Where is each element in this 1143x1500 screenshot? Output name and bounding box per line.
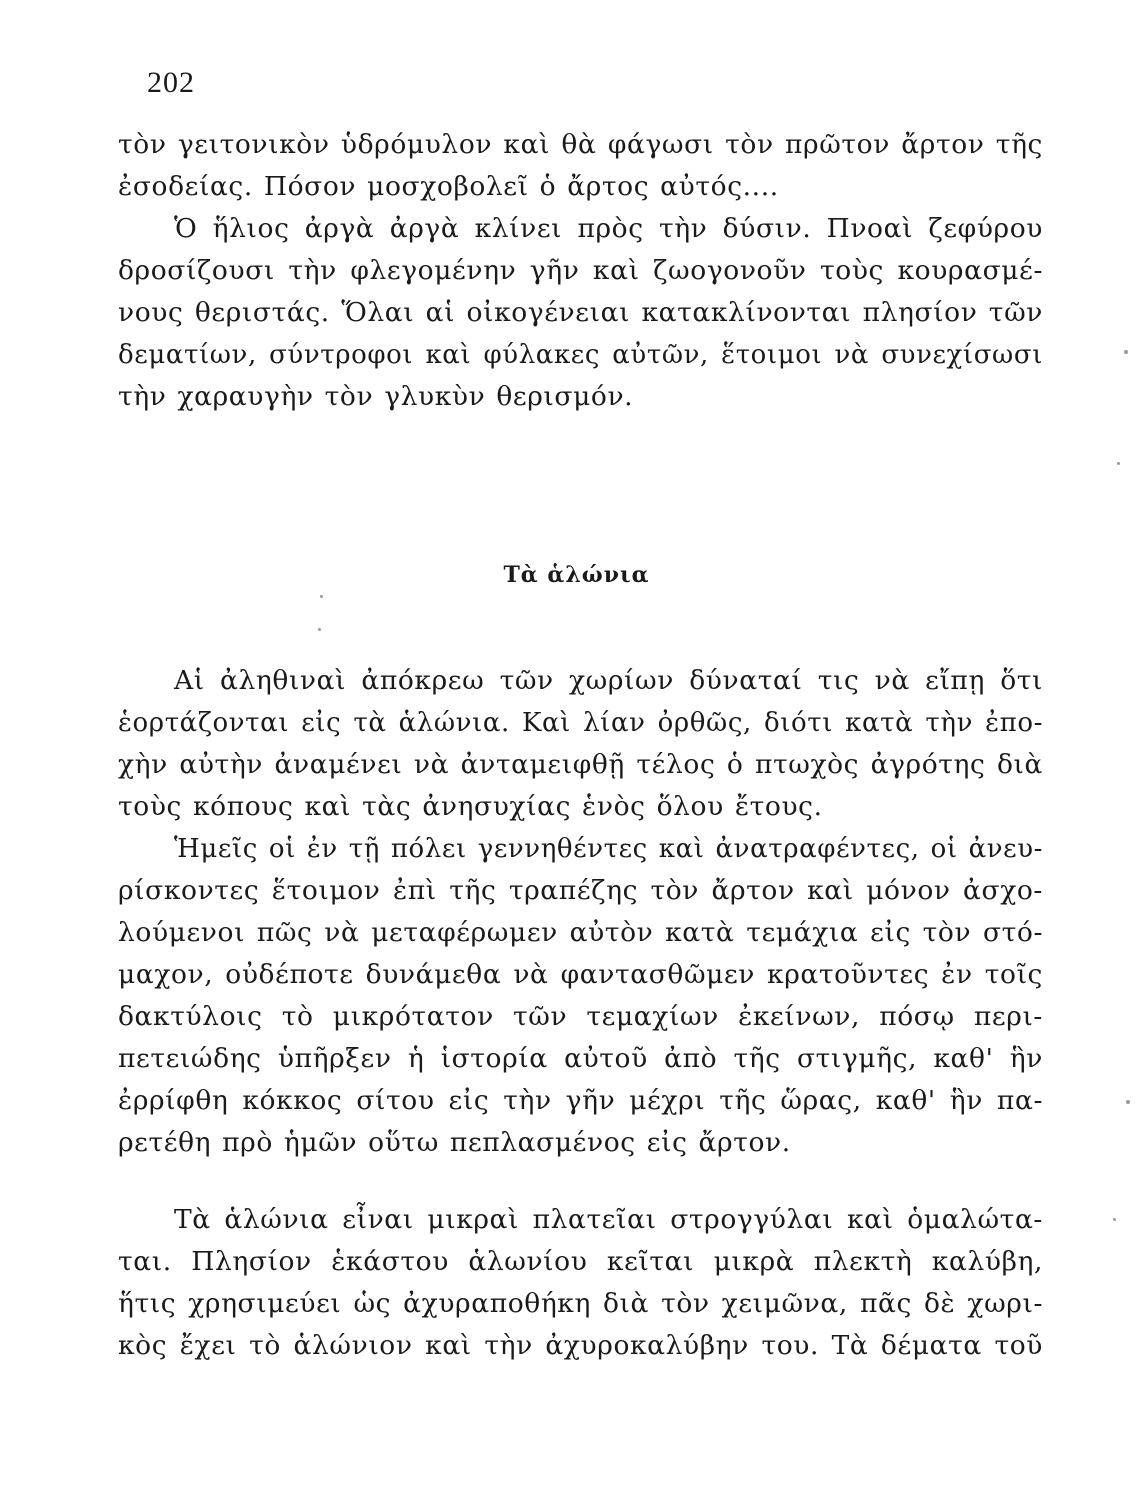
text-line: Ἡμεῖς οἱ ἐν τῇ πόλει γεννηθέντες καὶ ἀνατραφέντες, οἱ ἀνευ- [174, 834, 1043, 864]
text-line: ρετέθη πρὸ ἡμῶν οὕτω πεπλασμένος εἰς ἄρτον. [118, 1127, 791, 1158]
text-line: ἐρρίφθη κόκκος σίτου εἰς τὴν γῆν μέχρι τῆς ὥρας, καθ' ἣν πα- [118, 1085, 1043, 1116]
text-line: ἑορτάζονται εἰς τὰ ἁλώνια. Καὶ λίαν ὀρθῶς, διότι κατὰ τὴν ἐπο- [118, 708, 1043, 738]
scan-speck [320, 595, 323, 598]
text-line: δακτύλοις τὸ μικρότατον τῶν τεμαχίων ἐκείνων, πόσῳ περι- [118, 1001, 1043, 1032]
scan-speck [1117, 462, 1120, 465]
text-line: πετειώδης ὑπῆρξεν ἡ ἱστορία αὐτοῦ ἀπὸ τῆς στιγμῆς, καθ' ἣν [118, 1043, 1043, 1074]
paragraph-threshing-description [118, 1199, 1043, 1367]
text-line: τὴν χαραυγὴν τὸν γλυκὺν θερισμόν. [118, 381, 634, 412]
text-line: Αἱ ἀληθιναὶ ἀπόκρεω τῶν χωρίων δύναταί τις νὰ εἴπῃ ὅτι [174, 665, 1043, 696]
text-line: ρίσκοντες ἕτοιμον ἐπὶ τῆς τραπέζης τὸν ἄρτον καὶ μόνον ἀσχο- [118, 875, 1043, 906]
scan-speck [1113, 1218, 1116, 1221]
section-heading: Τὰ ἁλώνια [503, 562, 650, 588]
text-line: ἥτις χρησιμεύει ὡς ἀχυραποθήκη διὰ τὸν χειμῶνα, πᾶς δὲ χωρι- [118, 1288, 1043, 1319]
text-line: δροσίζουσι τὴν φλεγομένην γῆν καὶ ζωογονοῦν τοὺς κουρασμέ- [118, 255, 1043, 286]
paragraph-harvest-end [118, 124, 1043, 418]
scan-speck [1126, 1100, 1130, 1104]
text-line: χὴν αὐτὴν ἀναμένει νὰ ἀνταμειφθῇ τέλος ὁ πτωχὸς ἀγρότης διὰ [118, 749, 1043, 780]
scan-speck [318, 628, 321, 631]
text-line: λούμενοι πῶς νὰ μεταφέρωμεν αὐτὸν κατὰ τεμάχια εἰς τὸν στό- [118, 917, 1043, 948]
page-number: 202 [147, 66, 195, 99]
text-line: μαχον, οὐδέποτε δυνάμεθα νὰ φαντασθῶμεν κρατοῦντες ἐν τοῖς [118, 959, 1043, 990]
text-line: Ὁ ἥλιος ἀργὰ ἀργὰ κλίνει πρὸς τὴν δύσιν. Πνοαὶ ζεφύρου [174, 213, 1043, 244]
text-line: ται. Πλησίον ἑκάστου ἁλωνίου κεῖται μικρὰ πλεκτὴ καλύβη, [118, 1246, 1043, 1277]
text-line: νους θεριστάς. Ὅλαι αἱ οἰκογένειαι κατακλίνονται πλησίον τῶν [118, 297, 1043, 328]
text-line: κὸς ἔχει τὸ ἁλώνιον καὶ τὴν ἀχυροκαλύβην του. Τὰ δέματα τοῦ [118, 1330, 1043, 1361]
scan-speck [1124, 350, 1128, 354]
paragraph-threshing-floors [118, 660, 1043, 1164]
text-line: Τὰ ἁλώνια εἶναι μικραὶ πλατεῖαι στρογγύλαι καὶ ὁμαλώτα- [174, 1204, 1043, 1235]
text-line: τὸν γειτονικὸν ὑδρόμυλον καὶ θὰ φάγωσι τὸν πρῶτον ἄρτον τῆς [118, 129, 1043, 160]
text-line: ἐσοδείας. Πόσον μοσχοβολεῖ ὁ ἄρτος αὐτός.... [118, 171, 779, 202]
text-line: τοὺς κόπους καὶ τὰς ἀνησυχίας ἑνὸς ὅλου ἔτους. [118, 791, 823, 822]
text-line: δεματίων, σύντροφοι καὶ φύλακες αὐτῶν, ἕτοιμοι νὰ συνεχίσωσι [118, 340, 1043, 370]
